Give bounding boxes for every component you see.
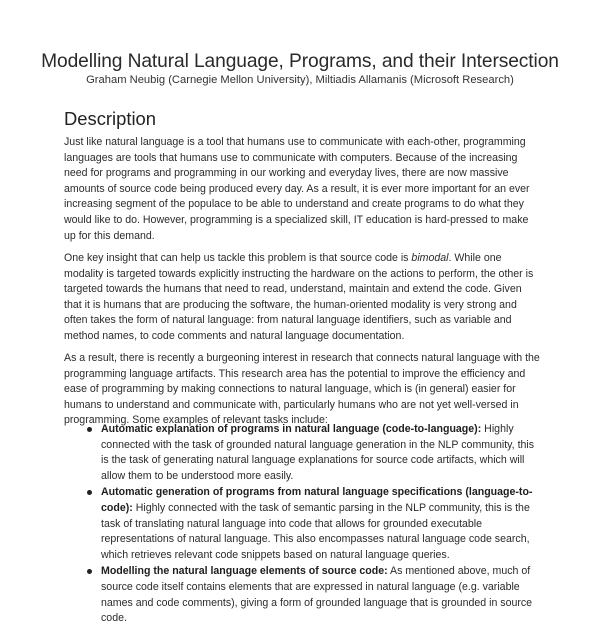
section-heading: Description: [64, 108, 156, 129]
bullet-icon: [87, 569, 92, 574]
paragraph-bimodal: [64, 251, 540, 345]
bimodal-emphasis: bimodal: [411, 252, 449, 264]
list-item: [64, 485, 540, 563]
document-title: Modelling Natural Language, Programs, and their Intersection: [41, 51, 559, 72]
task-list: [64, 422, 540, 628]
list-item: [64, 564, 540, 626]
paragraph-research: As a result, there is recently a burgeoning interest in research that connects natural language with the programming language artifacts. This research area has the potential to improve the efficiency and ease of programming by making connections to natural language, which is (in general) easier for humans to understand and communicate with, particularly humans who are not yet well-versed in programming. Some examples of relevant tasks include:: [64, 352, 540, 427]
task-text: Highly connected with the task of semantic parsing in the NLP community, this is the task of translating natural language into code that allows for grounded executable representations of natural language. This also encompasses natural language code search, which retrieves relevant code snippets based on natural language queries.: [101, 501, 530, 561]
task-text: Highly connected with the task of grounded natural language generation in the NLP community, this is the task of generating natural language explanations for source code artifacts, which will allow them to be understood more easily.: [101, 423, 535, 482]
task-text: As mentioned above, much of source code itself contains elements that are expressed in natural language (e.g. variable names and code comments), giving a form of grounded language that is grounded in source code.: [101, 565, 533, 625]
document-authors: Graham Neubig (Carnegie Mellon University), Miltiadis Allamanis (Microsoft Research): [86, 74, 514, 86]
task-label: Automatic generation of programs from natural language specifications (language-to-code):: [101, 486, 533, 514]
task-label: Modelling the natural language elements of source code:: [101, 565, 388, 578]
bullet-icon: [87, 490, 92, 495]
paragraph-bimodal-start: One key insight that can help us tackle this problem is that source code is: [64, 252, 412, 264]
paragraph-intro: Just like natural language is a tool that humans use to communicate with each-other, programming languages are tools that humans use to communicate with computers. Because of the increasing need for programs and programming in our working and everyday lives, there are now massive amounts of source code being produced every day. As a result, it is ever more important for an ever increasing segment of the populace to be able to understand and create programs to do what they would like to do. However, programming is a specialized skill, IT education is hard-pressed to make up for this demand.: [64, 136, 530, 242]
task-label: Automatic explanation of programs in natural language (code-to-language):: [101, 423, 482, 435]
paragraph-bimodal-end: . While one modality is targeted towards explicitly instructing the hardware on the actions to perform, the other is targeted towards the humans that need to read, understand, maintain and extend the code. Given that it is humans that are producing the software, the human-oriented modality is very strong and often takes the form of natural language: from natural language identifiers, such as variable and method names, to code comments and natural language documentation.: [64, 252, 534, 342]
list-item: [64, 422, 540, 484]
bullet-icon: [87, 427, 92, 432]
